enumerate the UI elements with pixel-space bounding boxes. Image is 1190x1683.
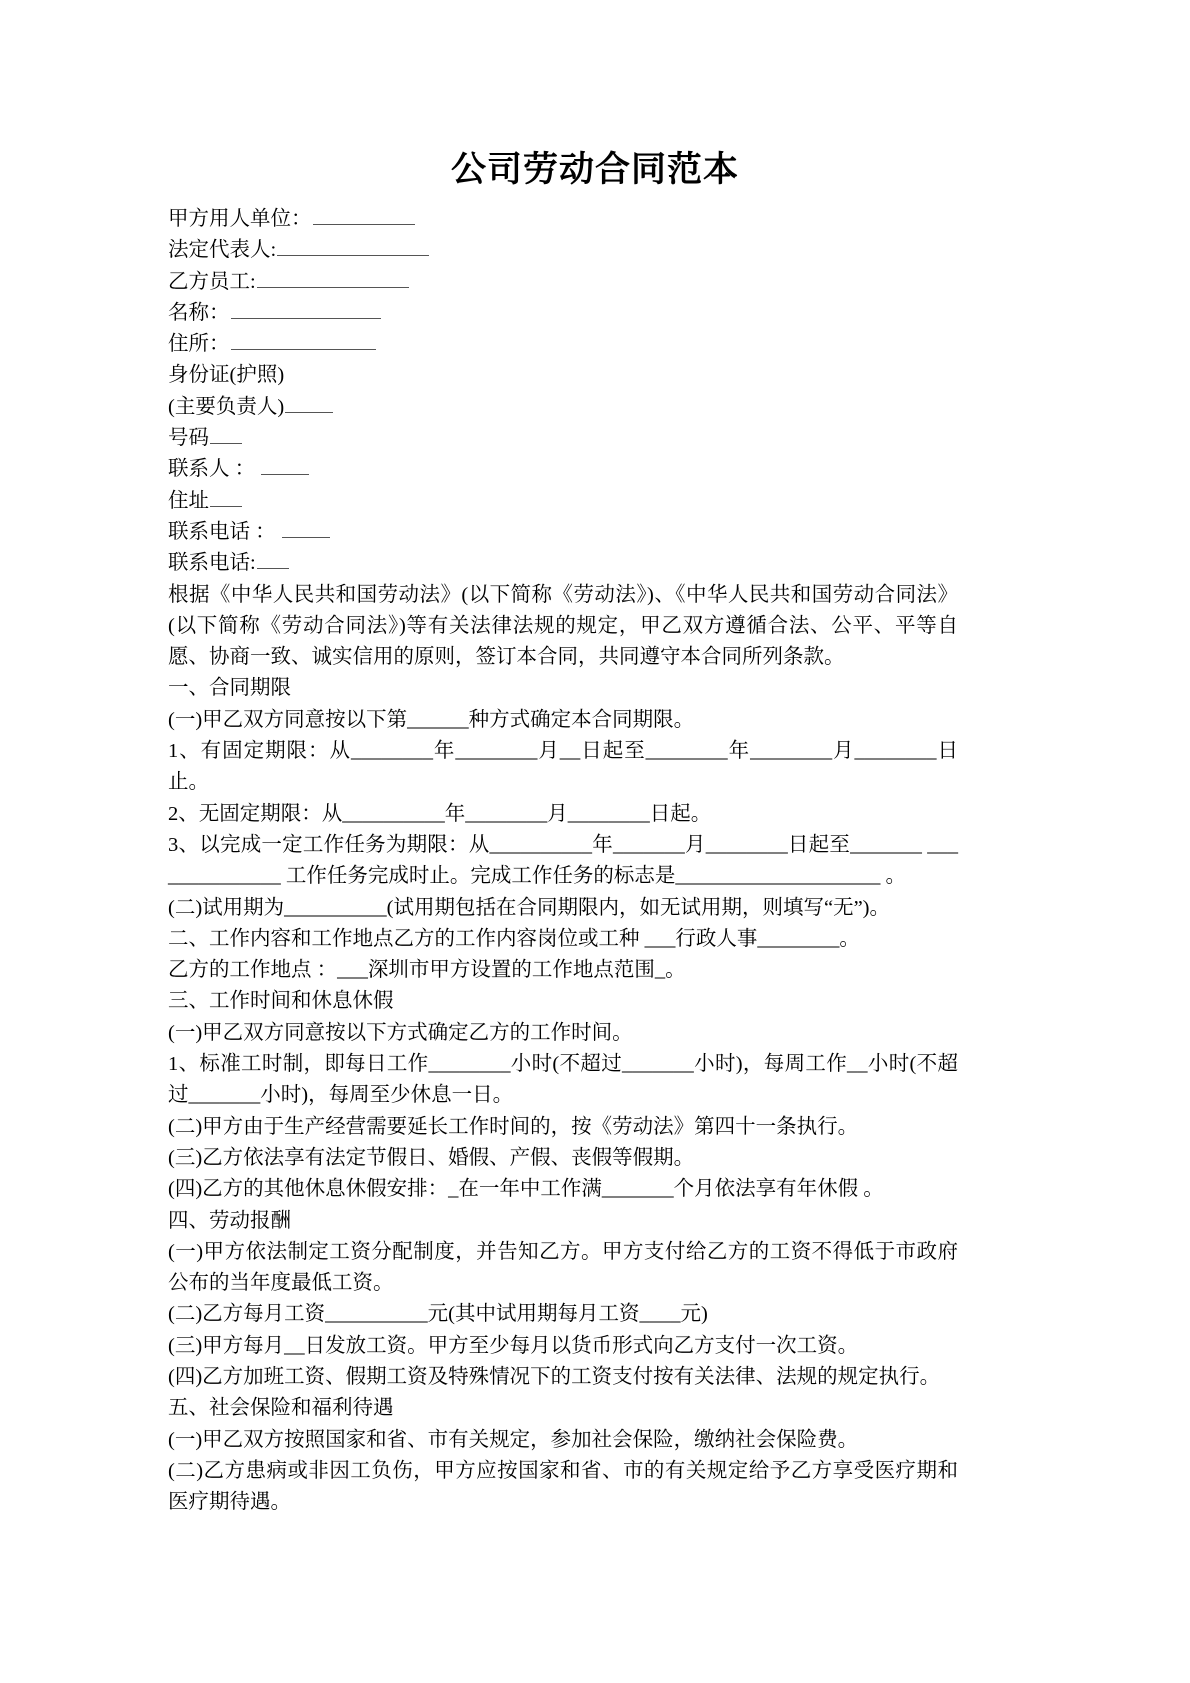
field-label: 联系人 ： [168,458,256,481]
field-blank[interactable] [210,486,242,506]
preamble-paragraph: 根据《中华人民共和国劳动法》(以下简称《劳动法》)、《中华人民共和国劳动合同法》(以下简称《劳动合同法》)等有关法律法规的规定，甲乙双方遵循合法、公平、平等自愿、协商一致、诚实信用的原则，签订本合同，共同遵守本合同所列条款。 [168,583,958,669]
field-row-contact-phone-2 [168,548,958,579]
field-blank[interactable] [231,330,376,350]
section-item-standard-hours: 1、标准工时制，即每日工作________小时(不超过_______小时)，每周工作__小时(不超过_______小时)，每周至少休息一日。 [168,1053,958,1107]
field-label: 住址 [168,489,209,512]
section-item-hours-method: (一)甲乙双方同意按以下方式确定乙方的工作时间。 [168,1021,633,1044]
field-label: 号码 [168,427,209,450]
section-heading-social-insurance: 五、社会保险和福利待遇 [168,1397,394,1420]
section-item-open-term: 2、无固定期限：从__________年________月________日起。 [168,802,712,825]
section-item-medical-period: (二)乙方患病或非因工负伤，甲方应按国家和省、市的有关规定给予乙方享受医疗期和医疗期待遇。 [168,1459,958,1514]
field-label: 住所： [168,333,230,356]
section-item-monthly-wage: (二)乙方每月工资__________元(其中试用期每月工资____元) [168,1303,708,1326]
field-label: (主要负责人) [168,395,285,418]
field-label: 法定代表人: [168,239,277,262]
field-row-contact-phone-1 [168,517,958,548]
field-blank[interactable] [210,424,242,444]
section-item-overtime-pay: (四)乙方加班工资、假期工资及特殊情况下的工资支付按有关法律、法规的规定执行。 [168,1365,941,1388]
section-item-work-location: 乙方的工作地点 ：___深圳市甲方设置的工作地点范围_。 [168,959,686,982]
section-item-payday: (三)甲方每月__日发放工资。甲方至少每月以货币形式向乙方支付一次工资。 [168,1334,859,1357]
field-blank[interactable] [285,392,333,412]
field-row-party-a [168,204,958,235]
field-row-contact-person [168,454,958,485]
section-heading-work-content: 二、工作内容和工作地点乙方的工作内容岗位或工种 ___行政人事________。 [168,927,860,950]
section-item-insurance-participation: (一)甲乙双方按照国家和省、市有关规定，参加社会保险，缴纳社会保险费。 [168,1428,859,1451]
field-label: 甲方用人单位： [168,208,312,230]
field-row-name [168,298,958,329]
field-row-principal [168,392,958,423]
field-blank[interactable] [313,205,415,225]
field-blank[interactable] [257,267,409,287]
field-blank[interactable] [261,455,309,475]
section-heading-working-hours: 三、工作时间和休息休假 [168,990,394,1013]
field-label: 名称： [168,301,230,324]
field-blank[interactable] [282,518,330,538]
section-item-fixed-term: 1、有固定期限：从________年________月__日起至________年________月________日止。 [168,740,958,794]
field-row-legal-rep [168,235,958,266]
field-label: 联系电话: [168,552,256,575]
section-item-term-method: (一)甲乙双方同意按以下第______种方式确定本合同期限。 [168,708,695,731]
field-blank[interactable] [257,549,289,569]
field-row-party-b [168,267,958,298]
section-heading-contract-term: 一、合同期限 [168,677,291,700]
section-item-wage-system: (一)甲方依法制定工资分配制度，并告知乙方。甲方支付给乙方的工资不得低于市政府公布的当年度最低工资。 [168,1240,958,1295]
field-row-address [168,486,958,517]
section-item-task-term: 3、以完成一定工作任务为期限：从__________年_______月________日起至_______ ______________ 工作任务完成时止。完成工作任务的标志是____________________ 。 [168,833,958,888]
section-item-probation: (二)试用期为__________(试用期包括在合同期限内，如无试用期，则填写“无”)。 [168,896,891,919]
field-label: 乙方员工: [168,270,256,293]
document-body [168,204,958,1518]
section-item-statutory-holidays: (三)乙方依法享有法定节假日、婚假、产假、丧假等假期。 [168,1146,695,1169]
section-item-overtime: (二)甲方由于生产经营需要延长工作时间的，按《劳动法》第四十一条执行。 [168,1115,859,1138]
field-row-residence [168,329,958,360]
field-row-id-number [168,423,958,454]
field-blank[interactable] [277,236,429,256]
section-heading-remuneration: 四、劳动报酬 [168,1209,291,1232]
field-row-id-card [168,360,958,391]
field-label: 身份证(护照) [168,364,285,387]
field-blank[interactable] [231,298,381,318]
section-item-other-leave: (四)乙方的其他休息休假安排：_在一年中工作满_______个月依法享有年休假 。 [168,1178,884,1201]
field-label: 联系电话 ： [168,520,276,543]
page-title: 公司劳动合同范本 [450,150,739,189]
